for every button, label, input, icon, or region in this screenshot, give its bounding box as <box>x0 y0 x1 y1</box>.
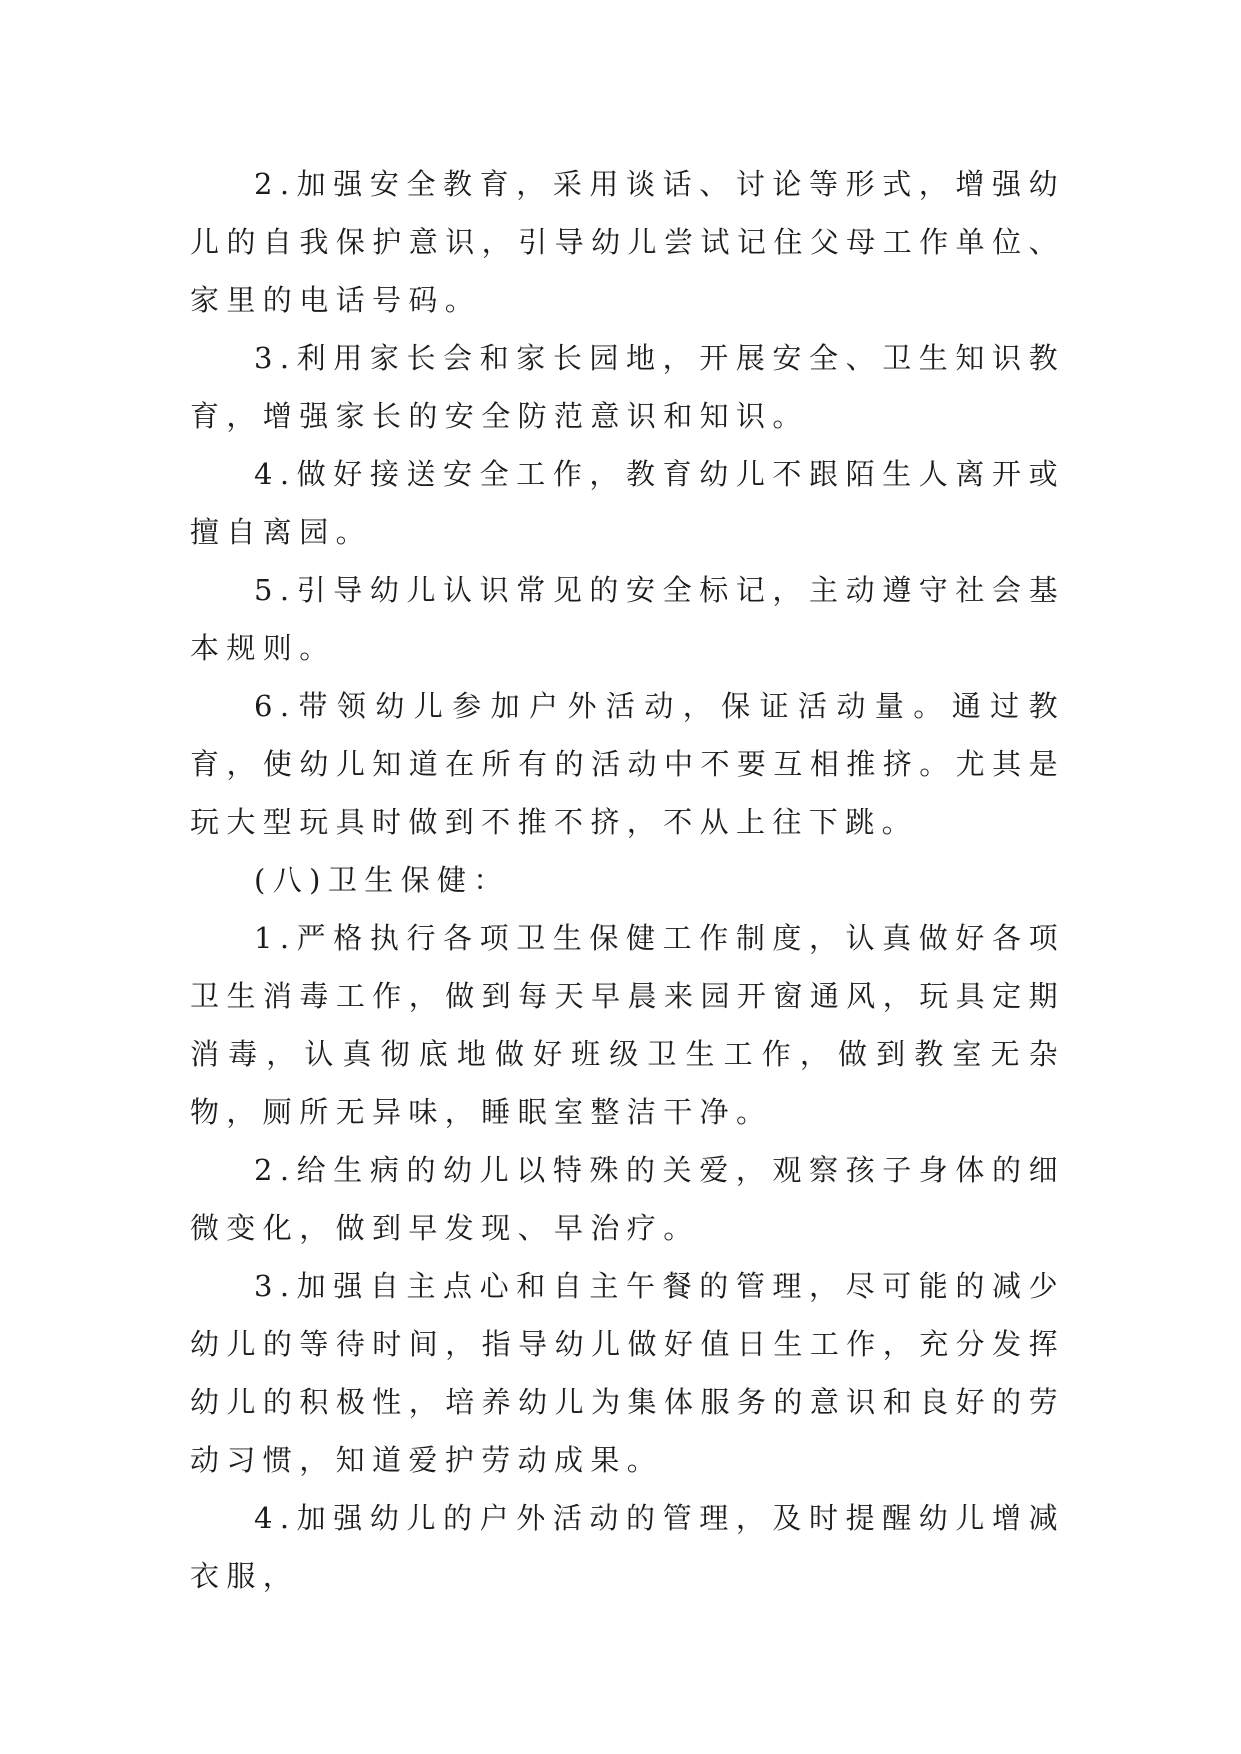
paragraph-safety-signs: 5.引导幼儿认识常见的安全标记，主动遵守社会基本规则。 <box>190 573 1065 665</box>
paragraph-outdoor-activity: 6.带领幼儿参加户外活动，保证活动量。通过教育，使幼儿知道在所有的活动中不要互相推挤。尤其是玩大型玩具时做到不推不挤，不从上往下跳。 <box>190 689 1065 839</box>
paragraph-safety-education: 2.加强安全教育，采用谈话、讨论等形式，增强幼儿的自我保护意识，引导幼儿尝试记住父母工作单位、家里的电话号码。 <box>190 167 1065 317</box>
paragraph-sick-children: 2.给生病的幼儿以特殊的关爱，观察孩子身体的细微变化，做到早发现、早治疗。 <box>190 1153 1065 1245</box>
paragraph-pickup-safety: 4.做好接送安全工作，教育幼儿不跟陌生人离开或擅自离园。 <box>190 457 1065 549</box>
paragraph-outdoor-management: 4.加强幼儿的户外活动的管理，及时提醒幼儿增减衣服， <box>190 1501 1065 1593</box>
document-body <box>190 155 1065 1605</box>
paragraph-parent-meeting: 3.利用家长会和家长园地，开展安全、卫生知识教育，增强家长的安全防范意识和知识。 <box>190 341 1065 433</box>
paragraph-hygiene-system: 1.严格执行各项卫生保健工作制度，认真做好各项卫生消毒工作，做到每天早晨来园开窗通风，玩具定期消毒，认真彻底地做好班级卫生工作，做到教室无杂物，厕所无异味，睡眠室整洁干净。 <box>190 921 1065 1129</box>
section-heading-health-care: (八)卫生保健： <box>254 863 510 897</box>
paragraph-meal-management: 3.加强自主点心和自主午餐的管理，尽可能的减少幼儿的等待时间，指导幼儿做好值日生工作，充分发挥幼儿的积极性，培养幼儿为集体服务的意识和良好的劳动习惯，知道爱护劳动成果。 <box>190 1269 1065 1477</box>
